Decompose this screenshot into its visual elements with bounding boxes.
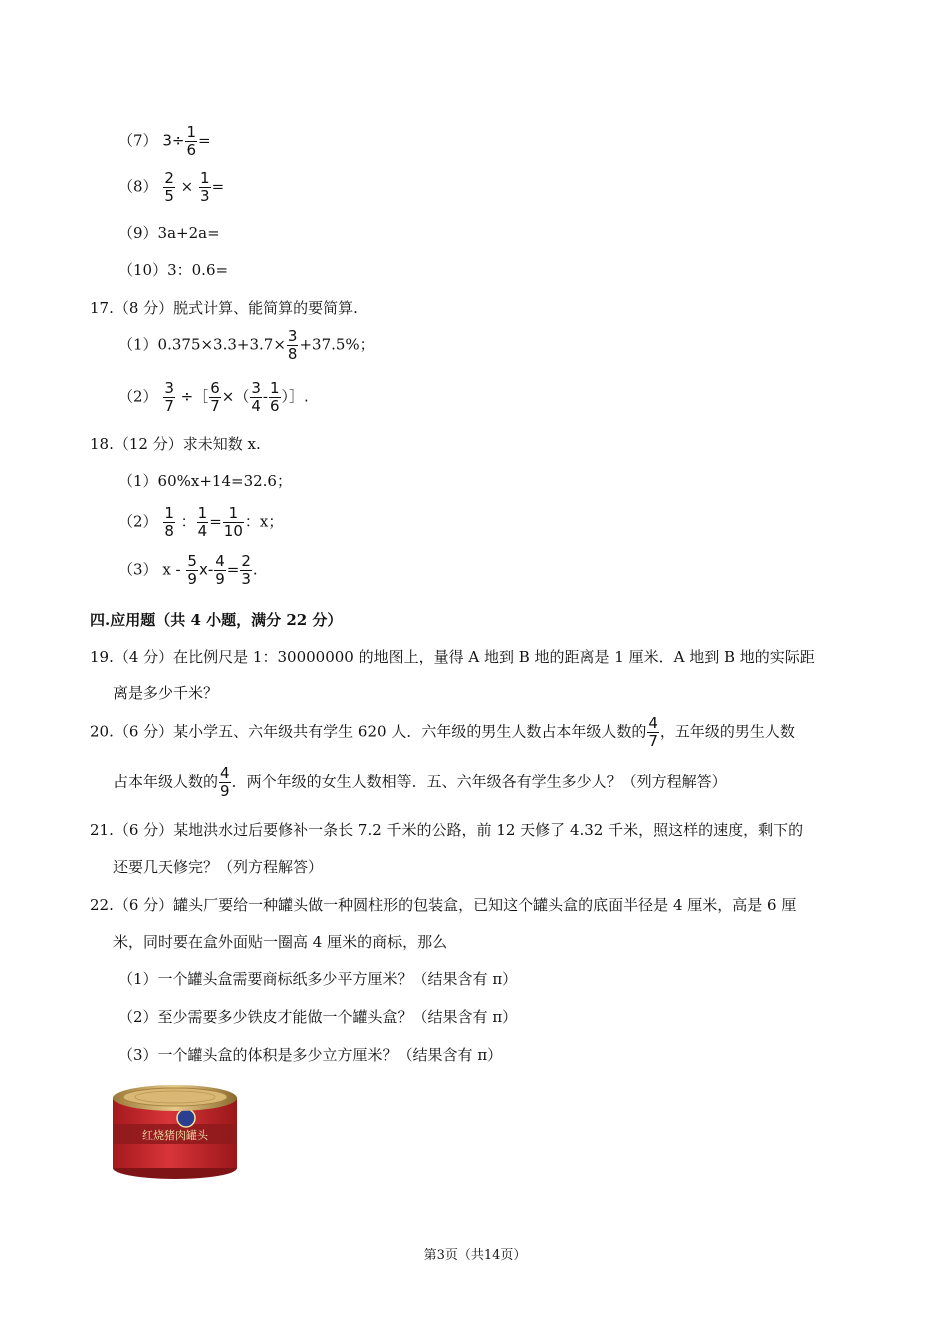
page-footer: 第3页（共14页） — [423, 1248, 527, 1263]
canned-food-image — [112, 1080, 238, 1180]
q22-part3: （3）一个罐头盒的体积是多少立方厘米？（结果含有 π） — [118, 1046, 503, 1064]
fraction: $\frac{1}{6}$ — [186, 123, 196, 159]
q16-part7: （7） 3÷ $\frac{1}{6}$ = — [118, 123, 211, 159]
q17-part2: （2） $\frac{3}{7}$ ÷［ $\frac{6}{7}$ ×（ $\frac{3}{4}$ - $\frac{1}{6}$ ）］. — [118, 379, 309, 415]
q16-part10: （10）3：0.6= — [118, 261, 229, 279]
q18-title: 18.（12 分）求未知数 x. — [90, 435, 261, 453]
q20-line2: 占本年级人数的 $\frac{4}{9}$ ．两个年级的女生人数相等．五、六年级各有学生多少人？（列方程解答） — [113, 764, 727, 800]
can-label-text: 红烧猪肉罐头 — [142, 1129, 208, 1142]
q21-line2: 还要几天修完？（列方程解答） — [113, 858, 324, 876]
q19-line2: 离是多少千米？ — [113, 684, 219, 702]
q18-part1: （1）60%x+14=32.6； — [118, 472, 292, 490]
q17-part1: （1）0.375×3.3+3.7× $\frac{3}{8}$ +37.5%； — [118, 327, 375, 363]
q22-line2: 米，同时要在盒外面贴一圈高 4 厘米的商标，那么 — [113, 933, 448, 951]
q19-line1: 19.（4 分）在比例尺是 1：30000000 的地图上，量得 A 地到 B 地的距离是 1 厘米．A 地到 B 地的实际距 — [90, 648, 815, 666]
q22-part1: （1）一个罐头盒需要商标纸多少平方厘米？（结果含有 π） — [118, 970, 518, 988]
q18-part3: （3） x - $\frac{5}{9}$ x- $\frac{4}{9}$ = $\frac{2}{3}$ . — [118, 552, 258, 588]
q18-part2: （2） $\frac{1}{8}$ ： $\frac{1}{4}$ = $\frac{1}{10}$ ：x； — [118, 504, 284, 540]
q20-line1: 20.（6 分）某小学五、六年级共有学生 620 人．六年级的男生人数占本年级人数的 $\frac{4}{7}$ ，五年级的男生人数 — [90, 714, 795, 750]
q16-part8: （8） $\frac{2}{5}$ × $\frac{1}{3}$ = — [118, 169, 225, 205]
q17-title: 17.（8 分）脱式计算、能简算的要简算. — [90, 299, 358, 317]
q21-line1: 21.（6 分）某地洪水过后要修补一条长 7.2 千米的公路，前 12 天修了 4.32 千米，照这样的速度，剩下的 — [90, 821, 804, 839]
q16-part9: （9）3a+2a= — [118, 224, 220, 242]
q22-line1: 22.（6 分）罐头厂要给一种罐头做一种圆柱形的包装盒，已知这个罐头盒的底面半径是 4 厘米，高是 6 厘 — [90, 896, 797, 914]
section-heading: 四.应用题（共 4 小题，满分 22 分） — [90, 611, 343, 629]
q22-part2: （2）至少需要多少铁皮才能做一个罐头盒？（结果含有 π） — [118, 1008, 518, 1026]
